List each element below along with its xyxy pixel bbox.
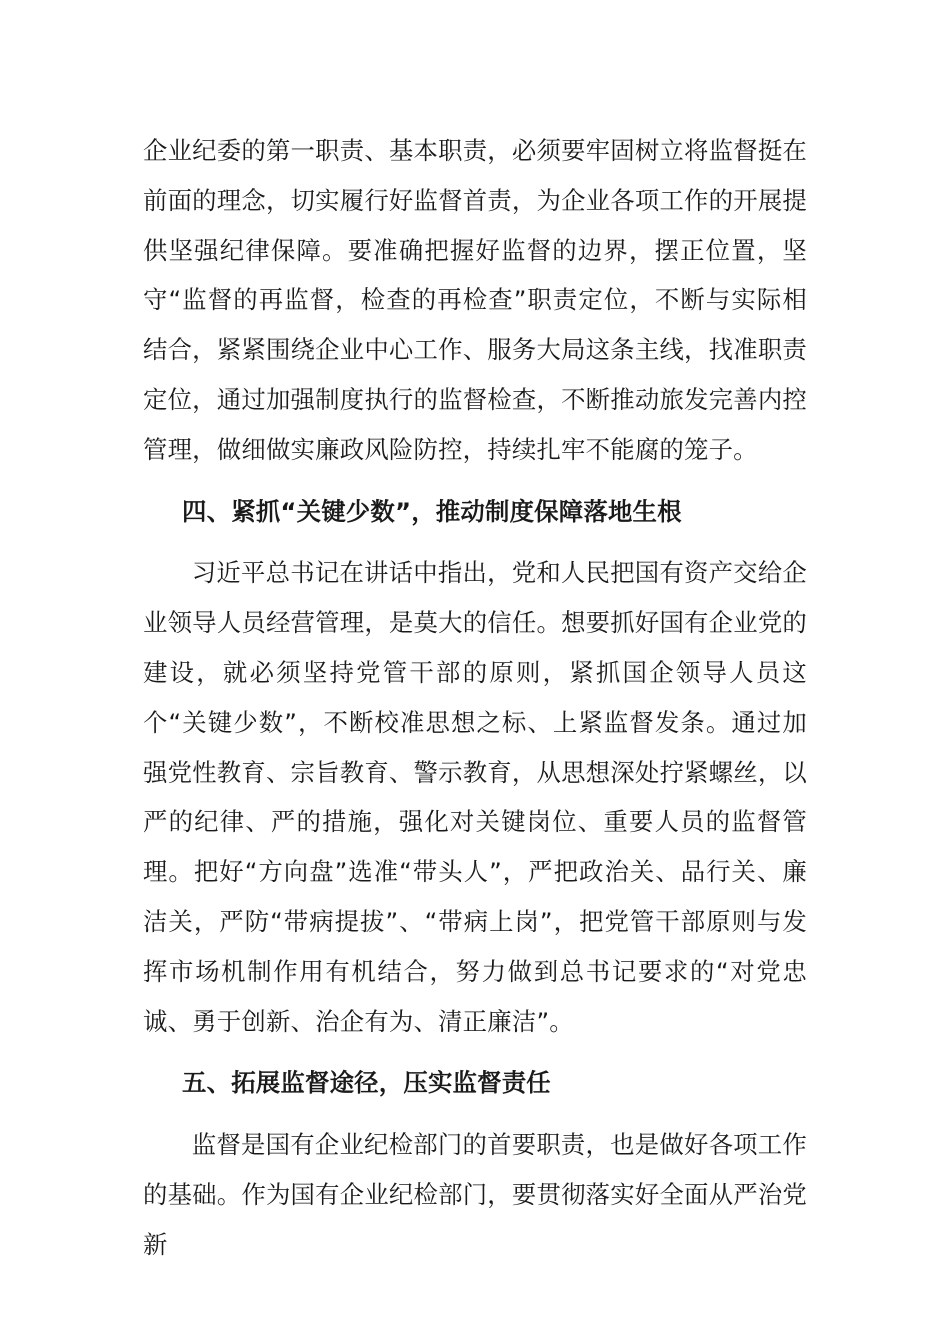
- paragraph-section-5: 监督是国有企业纪检部门的首要职责，也是做好各项工作的基础。作为国有企业纪检部门，要贯彻落实好全面从严治党新: [143, 1130, 807, 1259]
- spacer: [143, 1046, 807, 1058]
- spacer: [143, 475, 807, 487]
- section-heading-4: 四、紧抓“关键少数”，推动制度保障落地生根: [182, 496, 682, 526]
- paragraph-section-4: 习近平总书记在讲话中指出，党和人民把国有资产交给企业领导人员经营管理，是莫大的信任。想要抓好国有企业党的建设，就必须坚持党管干部的原则，紧抓国企领导人员这个“关键少数”，不断校准思想之标、上紧监督发条。通过加强党性教育、宗旨教育、警示教育，从思想深处拧紧螺丝，以严的纪律、严的措施，强化对关键岗位、重要人员的监督管理。把好“方向盘”选准“带头人”，严把政治关、品行关、廉洁关，严防“带病提拔”、“带病上岗”，把党管干部原则与发挥市场机制作用有机结合，努力做到总书记要求的“对党忠诚、勇于创新、治企有为、清正廉洁”。: [143, 558, 807, 1036]
- section-heading-5: 五、拓展监督途径，压实监督责任: [182, 1068, 551, 1098]
- document-page: [143, 126, 807, 1270]
- spacer: [143, 536, 807, 548]
- spacer: [143, 1108, 807, 1120]
- paragraph-continued: 企业纪委的第一职责、基本职责，必须要牢固树立将监督挺在前面的理念，切实履行好监督首责，为企业各项工作的开展提供坚强纪律保障。要准确把握好监督的边界，摆正位置，坚守“监督的再监督，检查的再检查”职责定位，不断与实际相结合，紧紧围绕企业中心工作、服务大局这条主线，找准职责定位，通过加强制度执行的监督检查，不断推动旅发完善内控管理，做细做实廉政风险防控，持续扎牢不能腐的笼子。: [143, 136, 807, 464]
